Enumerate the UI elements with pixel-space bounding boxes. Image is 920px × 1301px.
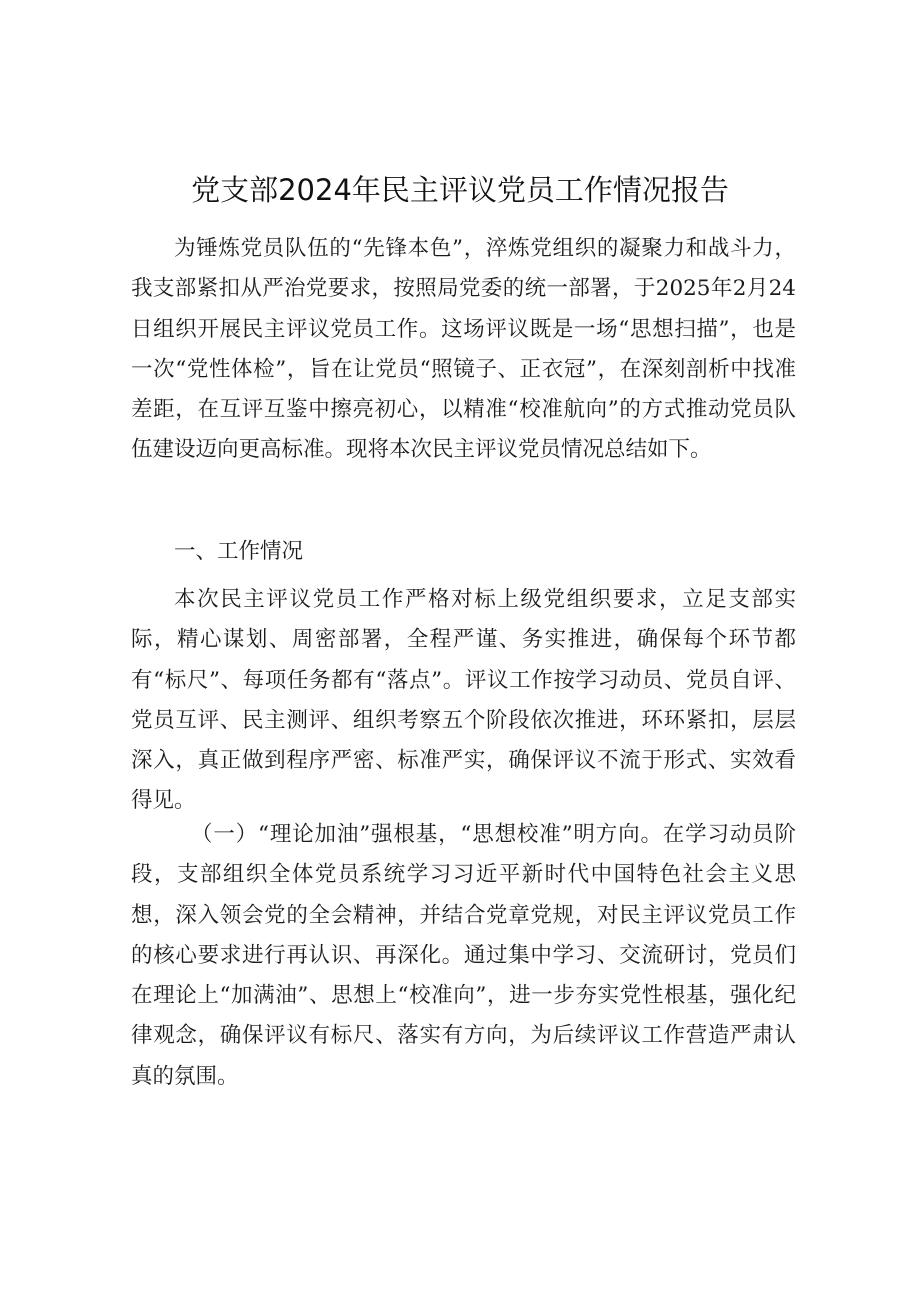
work-status-paragraph: 本次民主评议党员工作严格对标上级党组织要求，立足支部实际，精心谋划、周密部署，全程严谨、务实推进，确保每个环节都有“标尺”、每项任务都有“落点”。评议工作按学习动员、党员自评、党员互评、民主测评、组织考察五个阶段依次推进，环环紧扣，层层深入，真正做到程序严密、标准严实，确保评议不流于形式、实效看得见。 (131, 587, 796, 814)
subsection-theory-paragraph: （一）“理论加油”强根基，“思想校准”明方向。在学习动员阶段，支部组织全体党员系统学习习近平新时代中国特色社会主义思想，深入领会党的全会精神，并结合党章党规，对民主评议党员工作的核心要求进行再认识、再深化。通过集中学习、交流研讨，党员们在理论上“加满油”、思想上“校准向”，进一步夯实党性根基，强化纪律观念，确保评议有标尺、落实有方向，为后续评议工作营造严肃认真的氛围。 (131, 822, 797, 1089)
section-heading-work-status: 一、工作情况 (174, 539, 304, 564)
document-title: 党支部2024年民主评议党员工作情况报告 (191, 173, 729, 207)
intro-paragraph: 为锤炼党员队伍的“先锋本色”，淬炼党组织的凝聚力和战斗力，我支部紧扣从严治党要求，按照局党委的统一部署，于2025年2月24日组织开展民主评议党员工作。这场评议既是一场“思想扫描”，也是一次“党性体检”，旨在让党员“照镜子、正衣冠”，在深刻剖析中找准差距，在互评互鉴中擦亮初心，以精准“校准航向”的方式推动党员队伍建设迈向更高标准。现将本次民主评议党员情况总结如下。 (131, 236, 796, 463)
